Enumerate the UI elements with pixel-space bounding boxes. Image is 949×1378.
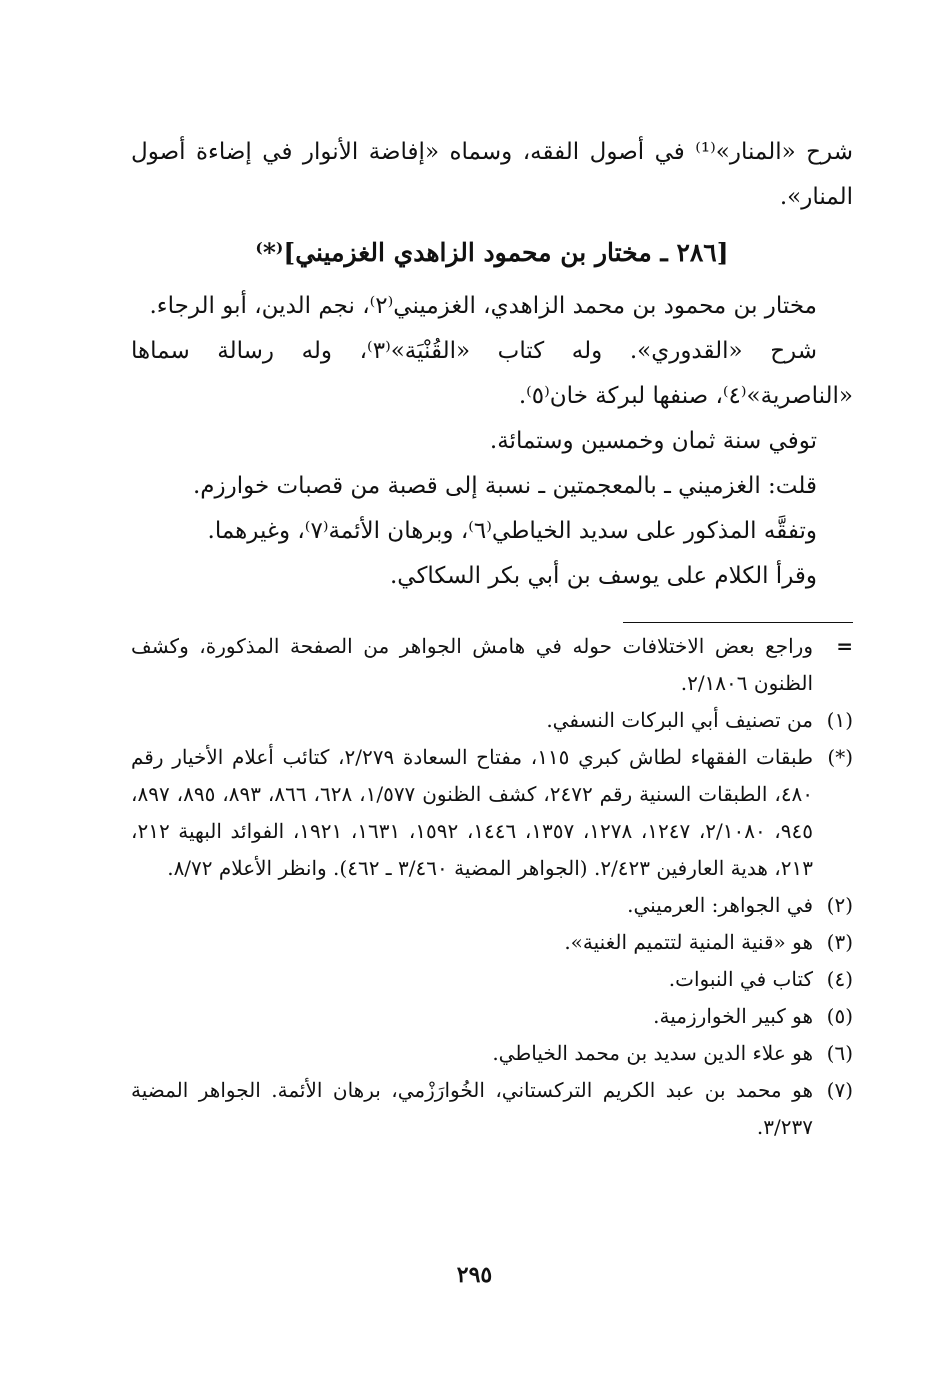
footnote-marker: (١) <box>826 708 853 732</box>
footnote-marker: (٢) <box>826 893 853 917</box>
continuation-paragraph: شرح «المنار»⁽¹⁾ في أصول الفقه، وسماه «إفاضة الأنوار في إضاءة أصول المنار». <box>131 139 853 210</box>
footnote-text: في الجواهر: العرميني. <box>627 893 813 917</box>
entry-paragraph: قلت: الغزميني ـ بالمعجمتين ـ نسبة إلى قصبة من قصبات خوارزم. <box>192 473 817 499</box>
footnote-marker: (٥) <box>826 1004 853 1028</box>
footnotes <box>131 628 853 1146</box>
footnote-marker: (٤) <box>826 967 853 991</box>
footnote-text: هو علاء الدين سديد بن محمد الخياطي. <box>492 1041 813 1065</box>
footnote-marker: (٣) <box>826 930 853 954</box>
entry-paragraph: توفي سنة ثمان وخمسين وستمائة. <box>489 428 817 454</box>
footnote-marker: (٦) <box>826 1041 853 1065</box>
entry-paragraph: شرح «القدوري». وله كتاب «القُنْيَة»⁽٣⁾، وله رسالة سماها «الناصرية»⁽٤⁾، صنفها لبركة خان⁽٥⁾. <box>131 338 853 409</box>
footnote <box>131 702 853 739</box>
entry-heading: [٢٨٦ ـ مختار بن محمود الزاهدي الغزميني]⁽*⁾ <box>255 238 729 267</box>
entry-paragraph: مختار بن محمود بن محمد الزاهدي، الغزميني⁽٢⁾، نجم الدين، أبو الرجاء. <box>149 293 817 319</box>
footnote <box>131 1035 853 1072</box>
entry-paragraph: وتفقَّه المذكور على سديد الخياطي⁽٦⁾، وبرهان الأئمة⁽٧⁾، وغيرهما. <box>207 518 817 544</box>
footnote <box>131 924 853 961</box>
footnote <box>131 998 853 1035</box>
footnote <box>131 887 853 924</box>
footnote-text: من تصنيف أبي البركات النسفي. <box>546 708 813 732</box>
footnote-text: هو محمد بن عبد الكريم التركستاني، الخُوارَزْمي، برهان الأئمة. الجواهر المضية ٣/٢٣٧. <box>131 1078 813 1139</box>
footnote-text: كتاب في النبوات. <box>668 967 813 991</box>
footnote-continuation <box>131 628 853 702</box>
footnote-marker: (*) <box>827 745 853 769</box>
footnote-text: هو «قنية المنية لتتميم الغنية». <box>564 930 813 954</box>
entry-paragraph: وقرأ الكلام على يوسف بن أبي بكر السكاكي. <box>389 563 817 589</box>
footnote-marker: = <box>836 634 853 658</box>
footnote-text: هو كبير الخوارزمية. <box>653 1004 813 1028</box>
footnote-marker: (٧) <box>826 1078 853 1102</box>
footnote-text: طبقات الفقهاء لطاش كبري ١١٥، مفتاح السعادة ٢/٢٧٩، كتائب أعلام الأخيار رقم ٤٨٠، الطبقات السنية رقم ٢٤٧٢، كشف الظنون ١/٥٧٧، ٦٢٨، ٨٦٦، ٨٩٣، ٨٩٥، ٨٩٧، ٩٤٥، ٢/١٠٨٠، ١٢٤٧، ١٢٧٨، ١٣٥٧، ١٤٤٦، ١٥٩٢، ١٦٣١، ١٩٢١، الفوائد البهية ٢١٢، ٢١٣، هدية العارفين ٢/٤٢٣. (الجواهر المضية ٣/٤٦٠ ـ ٤٦٢). وانظر الأعلام ٨/٧٢. <box>131 745 814 880</box>
footnote <box>131 739 853 887</box>
footnote-separator <box>623 622 853 623</box>
footnote <box>131 961 853 998</box>
page-number: ٢٩٥ <box>456 1262 493 1288</box>
main-text <box>131 130 853 599</box>
footnote-text: وراجع بعض الاختلافات حوله في هامش الجواهر من الصفحة المذكورة، وكشف الظنون ٢/١٨٠٦. <box>131 634 813 695</box>
footnote <box>131 1072 853 1146</box>
